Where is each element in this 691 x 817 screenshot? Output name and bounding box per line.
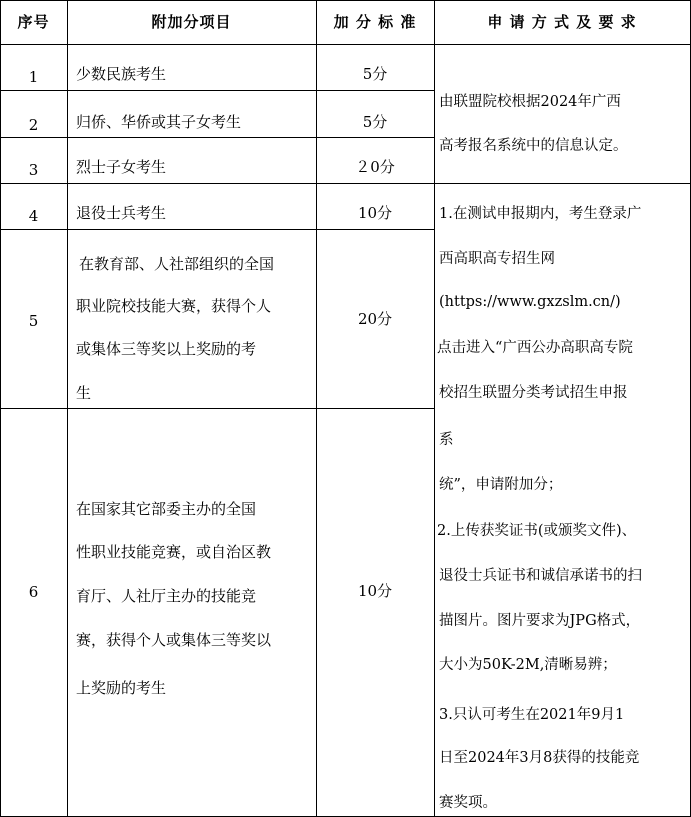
method-b-line: 1.在测试申报期内，考生登录广 [439,206,642,222]
header-bottom-line [0,44,691,45]
row-1-no: 1 [28,68,39,86]
header-score: 加 分 标 准 [333,13,417,31]
header-item: 附加分项目 [151,13,232,31]
method-a-line: 由联盟院校根据2024年广西 [439,94,621,110]
method-b-line: 描图片。图片要求为JPG格式， [439,613,641,629]
row-4-score: 10分 [357,204,393,222]
row-divider [0,183,691,184]
method-b-line: 2.上传获奖证书(或颁奖文件)、 [437,523,637,539]
row-1-item: 少数民族考生 [76,65,167,83]
row-5-no: 5 [28,312,39,330]
method-b-line: 统”，申请附加分； [439,477,563,493]
method-a-line: 高考报名系统中的信息认定。 [439,138,628,154]
row-3-item: 烈士子女考生 [76,158,167,176]
row-6-item-line: 赛，获得个人或集体三等奖以 [76,631,272,649]
table-border-top [0,0,691,1]
method-b-line: 西高职高专招生网 [439,251,555,267]
method-b-line: 退役士兵证书和诚信承诺书的扫 [439,568,642,584]
row-divider [0,229,434,230]
row-5-item-line: 生 [76,384,92,402]
method-b-line: 大小为50K-2M,清晰易辨； [439,657,617,673]
row-4-no: 4 [28,207,39,225]
row-1-score: 5分 [362,65,388,83]
row-6-item-line: 性职业技能竞赛，或自治区教 [76,543,272,561]
header-method: 申 请 方 式 及 要 求 [487,13,637,31]
row-divider [0,137,434,138]
method-b-line: 点击进入“广西公办高职高专院 [437,340,633,356]
row-5-item-line: 职业院校技能大赛，获得个人 [76,297,272,315]
row-5-item-line: 在教育部、人社部组织的全国 [79,255,275,273]
method-b-line: 校招生联盟分类考试招生申报 [439,385,628,401]
method-b-url: (https://www.gxzslm.cn/) [439,294,621,310]
method-b-line: 系 [439,432,454,448]
row-4-item: 退役士兵考生 [76,204,167,222]
row-divider [0,90,434,91]
row-6-item-line: 在国家其它部委主办的全国 [76,500,257,518]
method-b-line: 赛奖项。 [439,795,497,811]
row-5-item-line: 或集体三等奖以上奖励的考 [76,340,257,358]
method-b-line: 3.只认可考生在2021年9月1 [439,707,625,723]
row-5-score: 20分 [357,310,393,328]
method-b-line: 日至2024年3月8获得的技能竞 [439,750,640,766]
row-6-item-line: 上奖励的考生 [76,679,167,697]
row-3-score: ２0分 [355,158,395,176]
row-2-score: 5分 [362,113,388,131]
row-3-no: 3 [28,161,39,179]
column-divider [67,0,68,817]
header-no: 序号 [17,13,50,31]
row-divider [0,408,434,409]
row-6-score: 10分 [357,582,393,600]
row-2-item: 归侨、华侨或其子女考生 [76,113,242,131]
row-2-no: 2 [28,116,39,134]
column-divider [434,0,435,817]
row-6-no: 6 [28,583,39,601]
row-6-item-line: 育厅、人社厅主办的技能竞 [76,587,257,605]
